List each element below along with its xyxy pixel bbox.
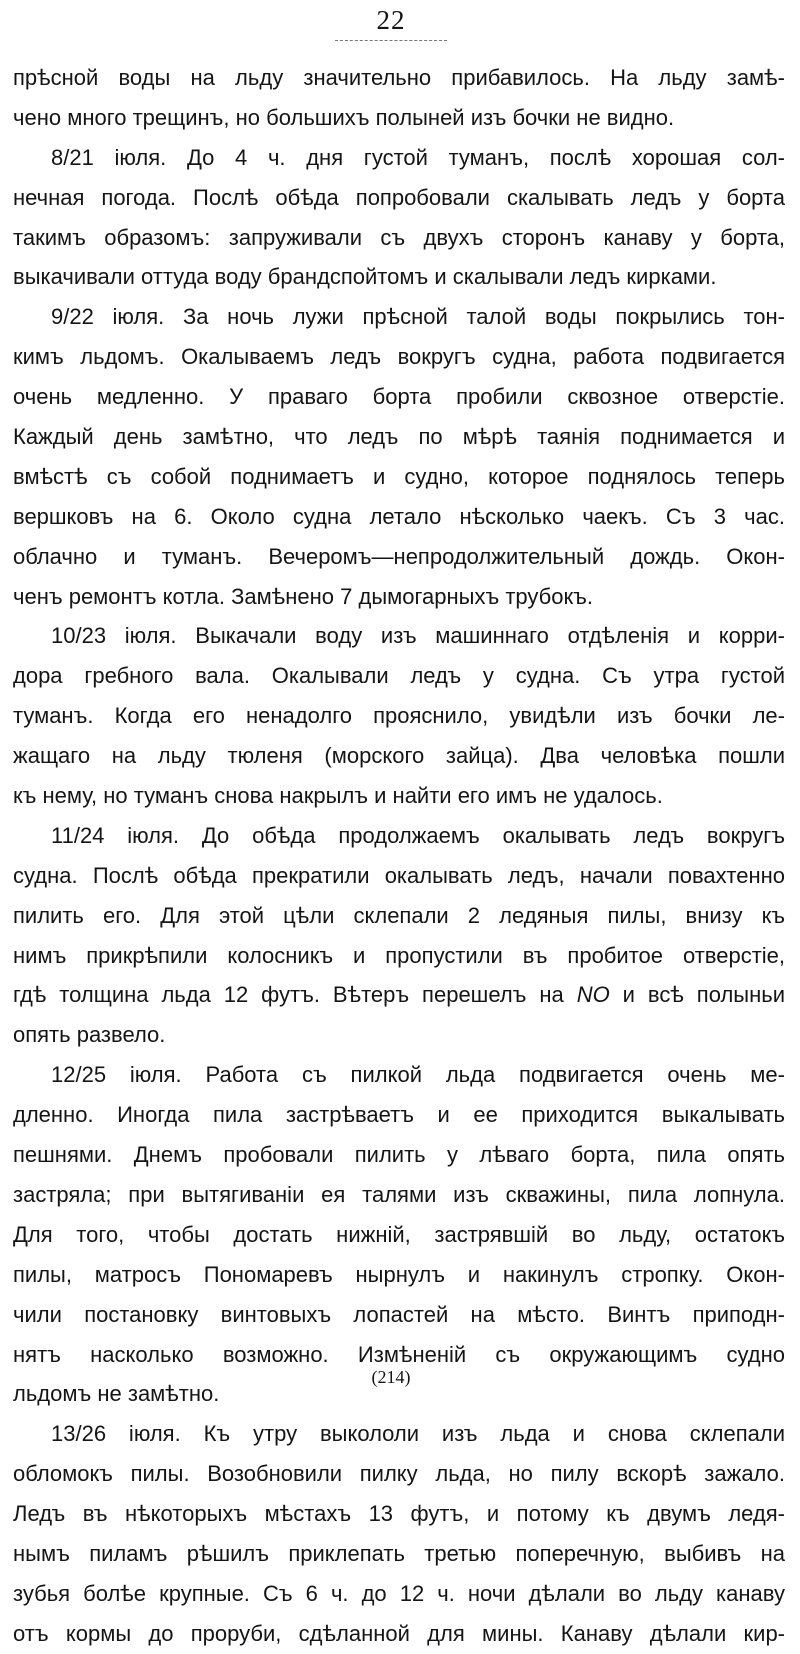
paragraph-start-line: 12/25 іюля. Работа съ пилкой льда подвигается очень ме- [51, 1062, 785, 1088]
page-number: 22 [376, 5, 406, 35]
text-line: судна. Послѣ обѣда прекратили окалывать ледъ, начали повахтенно [13, 862, 785, 888]
text-line: нятъ насколько возможно. Измѣненій съ окружающимъ судно [13, 1341, 785, 1367]
text-line: льдомъ не замѣтно. [13, 1381, 220, 1407]
paragraph-start-line: 9/22 іюля. За ночь лужи прѣсной талой воды покрылись тон- [51, 304, 785, 330]
text-line: вершковъ на 6. Около судна летало нѣсколько чаекъ. Съ 3 час. [13, 503, 785, 529]
text-line: дленно. Иногда пила застрѣваетъ и ее приходится выкалывать [13, 1102, 785, 1128]
text-line: пилы, матросъ Пономаревъ нырнулъ и накинулъ стропку. Окон- [13, 1261, 785, 1287]
text-line: вмѣстѣ съ собой поднимаетъ и судно, которое поднялось теперь [13, 463, 785, 489]
header-rule [335, 40, 447, 41]
body-text [13, 58, 785, 1654]
text-line: нимъ прикрѣпили колосникъ и пропустили въ пробитое отверстіе, [13, 942, 785, 968]
text-line: туманъ. Когда его ненадолго прояснило, увидѣли изъ бочки ле- [13, 703, 785, 729]
text-line: зубья болѣе крупные. Съ 6 ч. до 12 ч. ночи дѣлали во льду канаву [13, 1580, 785, 1606]
text-line: застряла; при вытягиваніи ея талями изъ скважины, пила лопнула. [13, 1181, 785, 1207]
text-line: ченъ ремонтъ котла. Замѣнено 7 дымогарныхъ трубокъ. [13, 583, 593, 609]
text-line: чено много трещинъ, но большихъ полыней изъ бочки не видно. [13, 104, 675, 130]
paragraph-start-line: 11/24 іюля. До обѣда продолжаемъ окалывать ледъ вокругъ [51, 822, 785, 848]
text-line: жащаго на льду тюленя (морского зайца). Два человѣка пошли [13, 743, 785, 769]
text-line [13, 975, 785, 1015]
paragraph-start-line: 8/21 іюля. До 4 ч. дня густой туманъ, послѣ хорошая сол- [51, 144, 785, 170]
text-line: облачно и туманъ. Вечеромъ—непродолжительный дождь. Окон- [13, 543, 785, 569]
text-segment: и всѣ полыньи [622, 982, 785, 1008]
text-line: пешнями. Днемъ пробовали пилить у лѣваго борта, пила опять [13, 1142, 785, 1168]
text-line: отъ кормы до проруби, сдѣланной для мины. Канаву дѣлали кир- [13, 1620, 785, 1646]
text-line: нечная погода. Послѣ обѣда попробовали скалывать ледъ у борта [13, 184, 785, 210]
text-line: прѣсной воды на льду значительно прибавилось. На льду замѣ- [13, 65, 785, 90]
text-line: опять развело. [13, 1022, 166, 1048]
text-line: кимъ льдомъ. Окалываемъ ледъ вокругъ судна, работа подвигается [13, 344, 785, 370]
text-line: Для того, чтобы достать нижній, застрявшій во льду, остатокъ [13, 1221, 785, 1247]
text-line: Ледъ въ нѣкоторыхъ мѣстахъ 13 футъ, и потому къ двумъ ледя- [13, 1501, 785, 1527]
text-line: такимъ образомъ: запруживали съ двухъ сторонъ канаву у борта, [13, 224, 785, 250]
text-line: чили постановку винтовыхъ лопастей на мѣсто. Винтъ приподн- [13, 1301, 785, 1327]
text-line: обломокъ пилы. Возобновили пилку льда, но пилу вскорѣ зажало. [13, 1461, 785, 1487]
paragraph-start-line: 10/23 іюля. Выкачали воду изъ машиннаго отдѣленія и корри- [51, 623, 785, 649]
text-line: нымъ пиламъ рѣшилъ приклепать третью поперечную, выбивъ на [13, 1540, 785, 1566]
text-line: къ нему, но туманъ снова накрылъ и найти его имъ не удалось. [13, 783, 663, 809]
text-line: Каждый день замѣтно, что ледъ по мѣрѣ таянія поднимается и [13, 424, 785, 450]
text-line: дора гребного вала. Окалывали ледъ у судна. Съ утра густой [13, 663, 785, 689]
footer-page-number: (214) [371, 1367, 411, 1387]
paragraph-start-line: 13/26 іюля. Къ утру выкололи изъ льда и снова склепали [51, 1421, 785, 1447]
wind-direction: NO [576, 982, 610, 1008]
text-line: пилить его. Для этой цѣли склепали 2 ледяныя пилы, внизу къ [13, 902, 785, 928]
text-line: выкачивали оттуда воду брандспойтомъ и скалывали ледъ кирками. [13, 264, 717, 290]
text-segment: гдѣ толщина льда 12 футъ. Вѣтеръ перешелъ на [13, 982, 564, 1008]
text-line: очень медленно. У праваго борта пробили сквозное отверстіе. [13, 384, 785, 410]
